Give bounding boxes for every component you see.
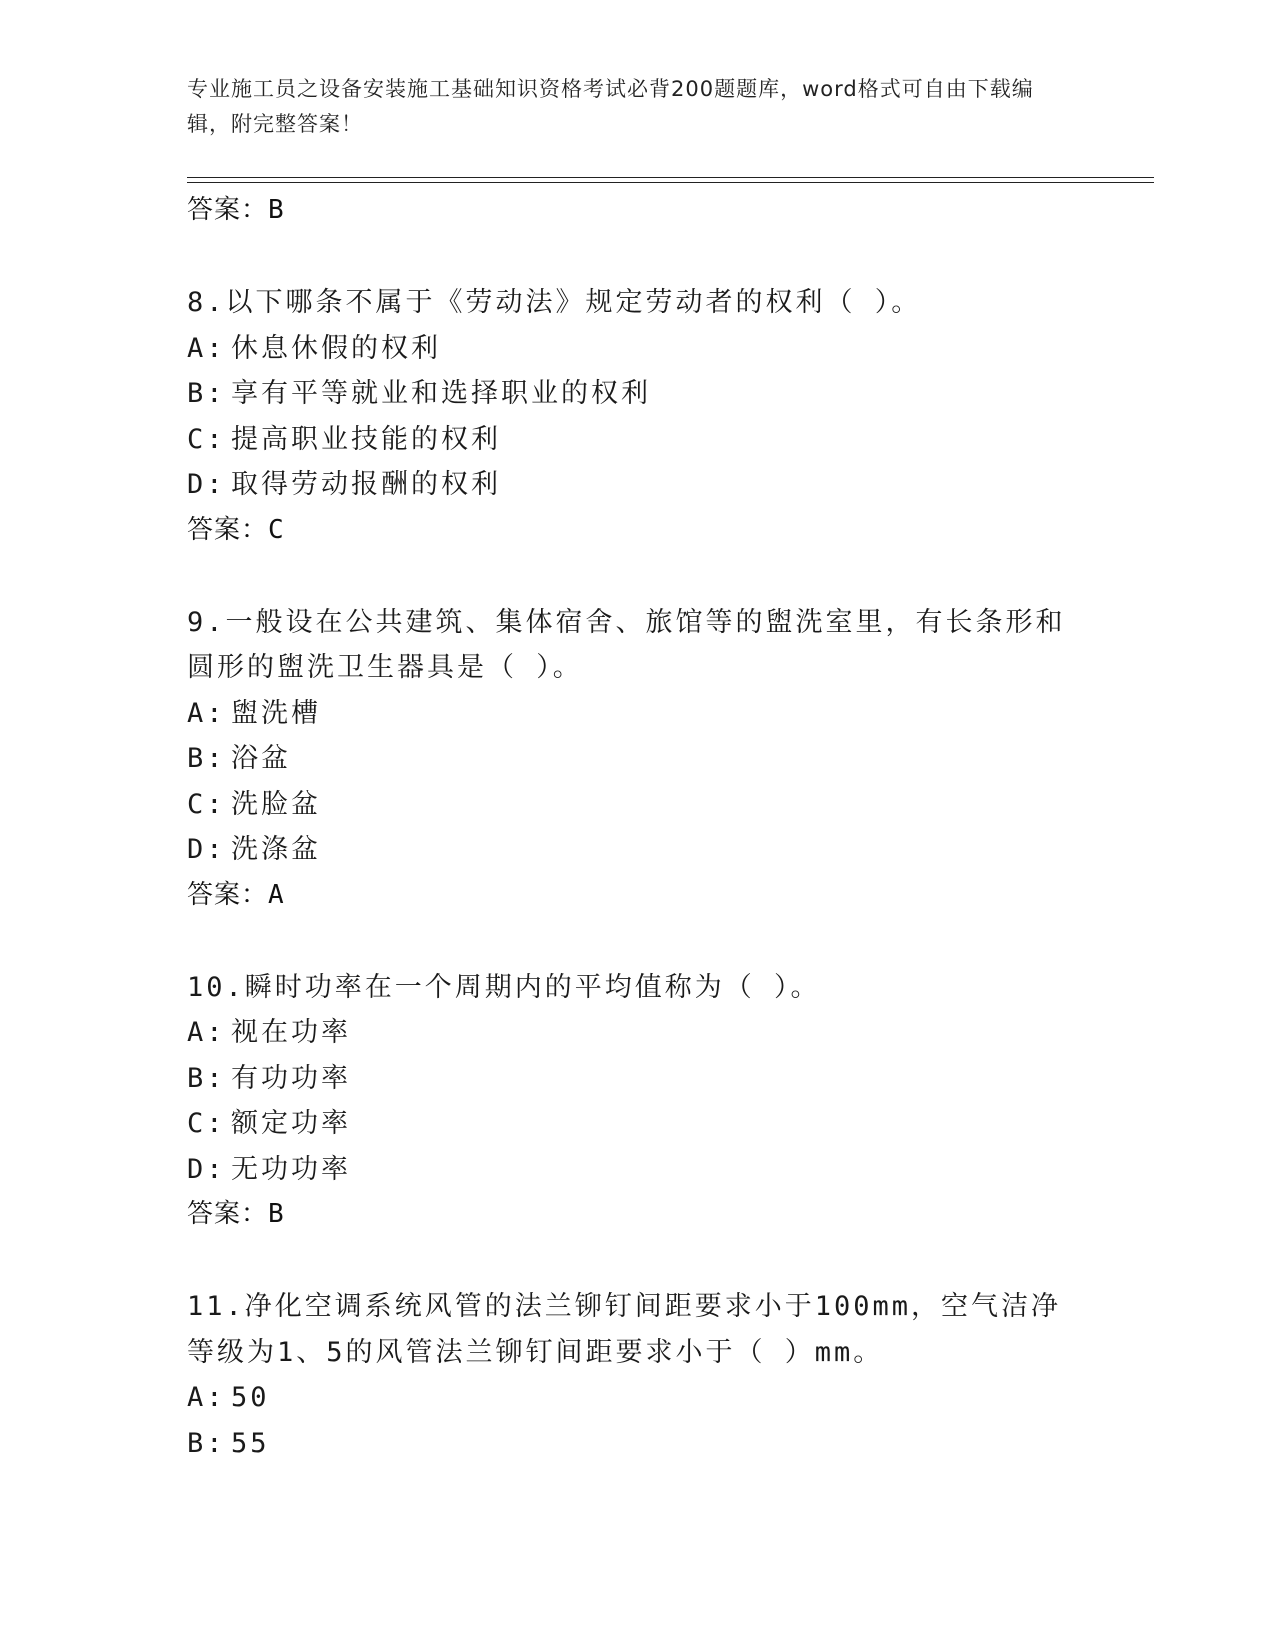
option-text: 无功功率 [231,1153,351,1185]
option-text: 提高职业技能的权利 [231,423,501,455]
option-key: B: [187,378,226,409]
option-row [187,371,1067,417]
option-text: 浴盆 [231,743,291,774]
option-key: D: [187,834,226,865]
option-key: C: [187,788,226,820]
option-key: C: [187,1108,226,1139]
option-text: 额定功率 [231,1108,351,1139]
option-key: D: [187,469,226,500]
answer-line [187,508,1067,552]
option-text: 洗涤盆 [231,834,321,865]
option-key: A: [187,1017,226,1048]
option-row [187,1010,1067,1056]
questions-container [187,280,1067,1466]
option-row [187,782,1067,828]
answer-label: 答案： [187,879,269,910]
option-key: B: [187,1427,226,1459]
option-key: D: [187,1153,226,1185]
option-text: 有功功率 [231,1062,351,1094]
question-block [187,280,1067,552]
answer-line [187,873,1067,917]
option-row [187,1147,1067,1193]
answer-label: 答案： [187,1199,269,1229]
header-rule-bottom [187,182,1154,183]
option-text: 50 [231,1382,270,1413]
option-text: 视在功率 [231,1017,351,1048]
option-row [187,1056,1067,1102]
option-row [187,736,1067,782]
question-block [187,1284,1067,1466]
option-row [187,1421,1067,1467]
question-stem: 9.一般设在公共建筑、集体宿舍、旅馆等的盥洗室里，有长条形和圆形的盥洗卫生器具是（ ）。 [187,606,1066,683]
question-list [187,188,1067,1466]
question-block [187,600,1067,917]
question-stem: 10.瞬时功率在一个周期内的平均值称为（ ）。 [187,971,821,1003]
option-key: A: [187,1382,226,1413]
answer-line [187,188,1067,232]
option-key: A: [187,697,226,729]
option-key: C: [187,423,226,455]
option-text: 取得劳动报酬的权利 [231,469,501,500]
option-row [187,462,1067,508]
option-key: A: [187,332,226,364]
answer-value: A [268,879,285,910]
option-text: 享有平等就业和选择职业的权利 [231,378,651,409]
option-text: 洗脸盆 [231,788,321,820]
question-block [187,965,1067,1237]
option-text: 55 [231,1427,270,1459]
option-row [187,417,1067,463]
option-key: B: [187,743,226,774]
option-row [187,827,1067,873]
answer-label: 答案： [187,195,269,225]
option-row [187,691,1067,737]
option-row [187,1375,1067,1421]
header-rule-top [187,177,1154,178]
option-key: B: [187,1062,226,1094]
option-text: 盥洗槽 [231,697,321,729]
option-row [187,326,1067,372]
answer-value: B [268,195,285,225]
answer-label: 答案： [187,514,269,545]
option-row [187,1101,1067,1147]
question-stem: 8.以下哪条不属于《劳动法》规定劳动者的权利（ ）。 [187,287,922,318]
answer-value: C [268,514,285,545]
answer-line [187,1192,1067,1236]
document-header: 专业施工员之设备安装施工基础知识资格考试必背200题题库，word格式可自由下载编辑，附完整答案！ [187,77,1034,136]
option-text: 休息休假的权利 [231,332,441,364]
answer-value: B [268,1199,285,1229]
question-stem: 11.净化空调系统风管的法兰铆钉间距要求小于100mm，空气洁净等级为1、5的风管法兰铆钉间距要求小于（ ）mm。 [187,1291,1062,1368]
